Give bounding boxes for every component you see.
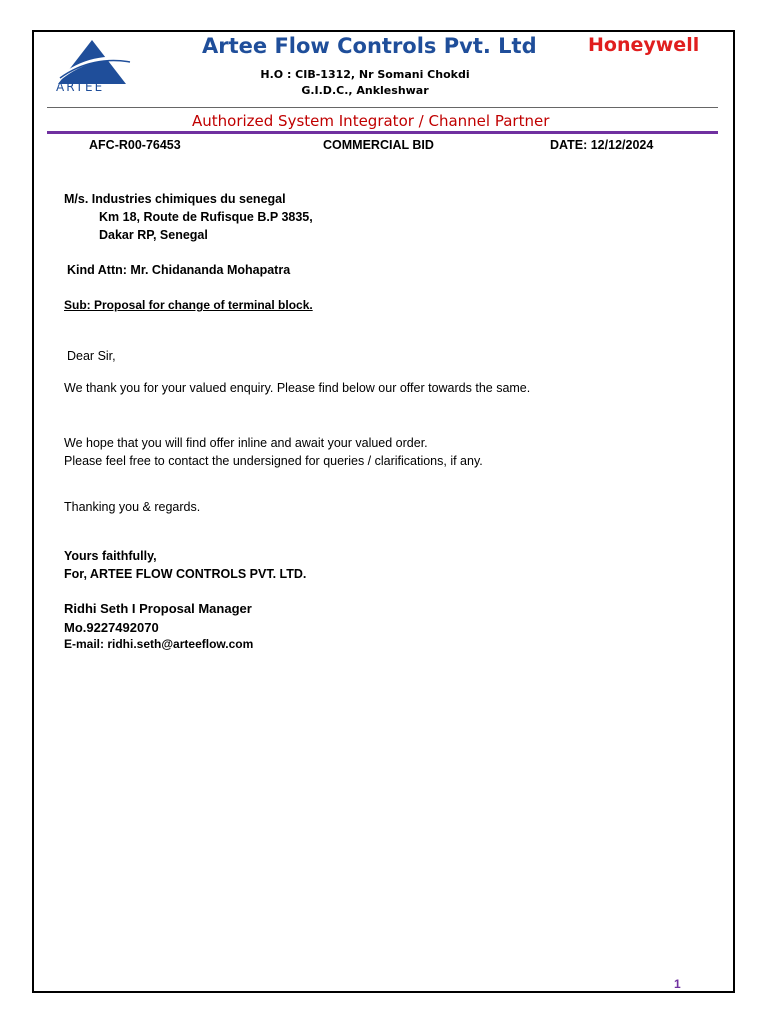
thanks-line: Thanking you & regards. xyxy=(64,500,201,514)
address-line-2: G.I.D.C., Ankleshwar xyxy=(301,84,429,97)
logo-text: ARTEE xyxy=(56,80,105,94)
page-number: 1 xyxy=(674,977,681,991)
signatory-mobile: Mo.9227492070 xyxy=(64,620,159,635)
attention-line: Kind Attn: Mr. Chidananda Mohapatra xyxy=(67,263,291,277)
reference-number: AFC-R00-76453 xyxy=(89,138,181,152)
company-signoff: For, ARTEE FLOW CONTROLS PVT. LTD. xyxy=(64,567,307,581)
tagline-divider xyxy=(47,131,718,134)
company-name: Artee Flow Controls Pvt. Ltd xyxy=(202,34,537,58)
closing: Yours faithfully, xyxy=(64,549,157,563)
paragraph-2-line-2: Please feel free to contact the undersigned for queries / clarifications, if any. xyxy=(64,454,483,468)
recipient-name: M/s. Industries chimiques du senegal xyxy=(64,192,286,206)
subject-line: Sub: Proposal for change of terminal block. xyxy=(64,298,313,312)
recipient-address-2: Dakar RP, Senegal xyxy=(99,228,208,242)
document-date: DATE: 12/12/2024 xyxy=(550,138,654,152)
signatory-name: Ridhi Seth I Proposal Manager xyxy=(64,601,252,616)
header-divider xyxy=(47,107,718,108)
recipient-address-1: Km 18, Route de Rufisque B.P 3835, xyxy=(99,210,313,224)
address-line-1: H.O : CIB-1312, Nr Somani Chokdi xyxy=(260,68,470,81)
paragraph-2-line-1: We hope that you will find offer inline and await your valued order. xyxy=(64,436,428,450)
document-type: COMMERCIAL BID xyxy=(323,138,434,152)
brand-logo: Honeywell xyxy=(588,34,700,56)
greeting: Dear Sir, xyxy=(67,349,116,363)
tagline: Authorized System Integrator / Channel Partner xyxy=(192,112,550,130)
signatory-email: E-mail: ridhi.seth@arteeflow.com xyxy=(64,637,254,651)
paragraph-1: We thank you for your valued enquiry. Please find below our offer towards the same. xyxy=(64,381,531,395)
